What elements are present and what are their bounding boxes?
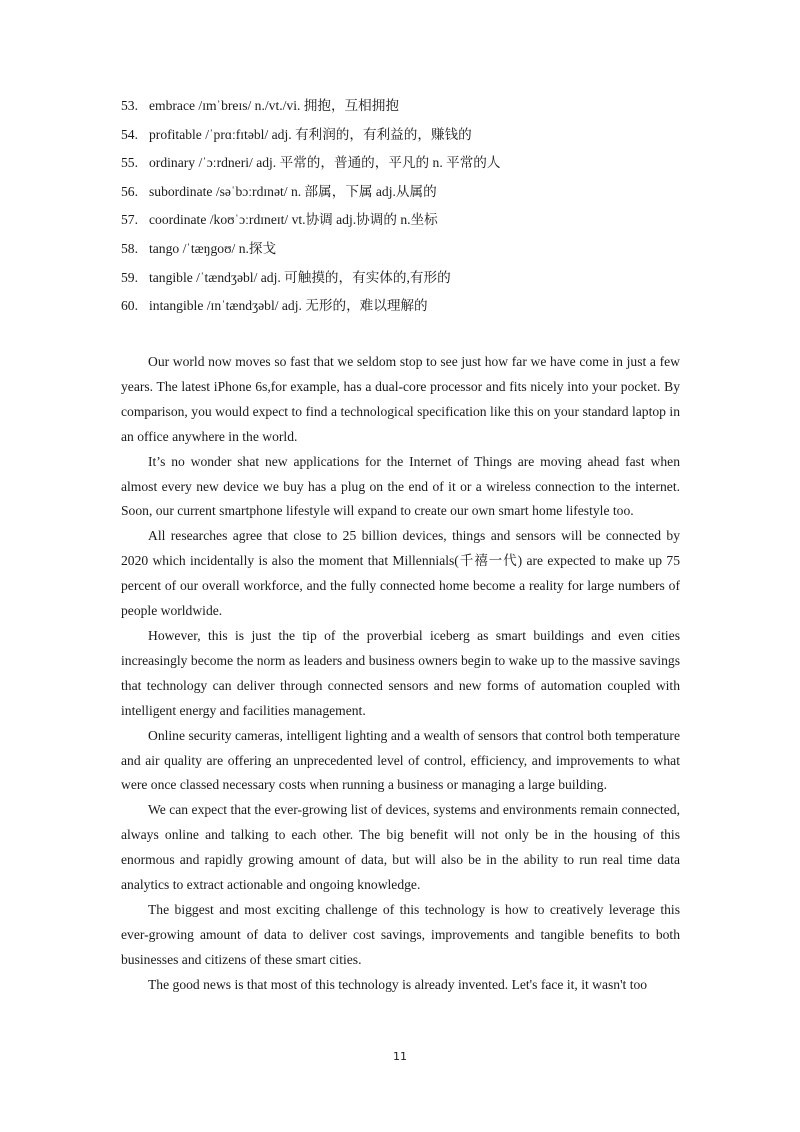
vocab-entry: ordinary /ˈɔːrdneri/ adj. 平常的，普通的，平凡的 n. 平常的人 xyxy=(149,155,501,171)
vocab-number: 58. xyxy=(121,240,138,256)
vocab-number: 60. xyxy=(121,298,138,314)
vocab-item xyxy=(121,296,701,325)
vocab-number: 53. xyxy=(121,98,138,113)
vocab-item xyxy=(121,268,701,297)
paragraph: However, this is just the tip of the proverbial iceberg as smart buildings and even cities increasingly become the norm as leaders and business owners begin to wake up to the massive savings that technology can deliver through connected sensors and new forms of automation coupled with intelligent energy and facilities management. xyxy=(121,627,680,718)
vocab-entry: tangible /ˈtændʒəbl/ adj. 可触摸的，有实体的,有形的 xyxy=(149,269,451,285)
vocab-number: 56. xyxy=(121,183,138,199)
paragraph: It’s no wonder shat new applications for the Internet of Things are moving ahead fast when almost every new device we buy has a plug on the end of it or a wireless connection to the internet. Soon, our current smartphone lifestyle will expand to create our own smart home lifestyle too. xyxy=(121,453,680,519)
vocab-entry: embrace /ɪmˈbreɪs/ n./vt./vi. 拥抱，互相拥抱 xyxy=(149,98,399,113)
vocab-item xyxy=(121,125,701,154)
vocab-entry: intangible /ɪnˈtændʒəbl/ adj. 无形的，难以理解的 xyxy=(149,298,428,314)
vocab-number: 54. xyxy=(121,126,138,142)
paragraph: The biggest and most exciting challenge of this technology is how to creatively leverage this ever-growing amount of data to deliver cost savings, improvements and tangible benefits to both businesses and citizens of these smart cities. xyxy=(121,901,680,967)
vocab-item xyxy=(121,239,701,268)
paragraph: Our world now moves so fast that we seldom stop to see just how far we have come in just a few years. The latest iPhone 6s,for example, has a dual-core processor and fits nicely into your pocket. By comparison, you would expect to find a technological specification like this on your standard laptop in an office anywhere in the world. xyxy=(121,354,680,444)
vocab-number: 59. xyxy=(121,269,138,285)
article-body xyxy=(121,350,680,998)
vocab-item xyxy=(121,182,701,211)
page-number: 11 xyxy=(393,1050,407,1063)
paragraph: We can expect that the ever-growing list of devices, systems and environments remain connected, always online and talking to each other. The big benefit will not only be in the housing of this enormous and rapidly growing amount of data, but will also be in the ability to run real time data analytics to extract actionable and ongoing knowledge. xyxy=(121,802,680,893)
vocab-item xyxy=(121,96,701,125)
vocab-number: 55. xyxy=(121,155,138,171)
vocab-entry: profitable /ˈprɑːfɪtəbl/ adj. 有利润的，有利益的，赚钱的 xyxy=(149,126,472,142)
vocab-item xyxy=(121,210,701,239)
paragraph: All researches agree that close to 25 billion devices, things and sensors will be connected by 2020 which incidentally is also the moment that Millennials(千禧一代) are expected to make up 75 percent of our overall workforce, and the fully connected home become a reality for large numbers of people worldwide. xyxy=(121,528,680,619)
vocabulary-list xyxy=(121,96,701,325)
vocab-number: 57. xyxy=(121,212,138,228)
vocab-entry: subordinate /səˈbɔːrdɪnət/ n. 部属，下属 adj.从属的 xyxy=(149,183,437,199)
paragraph: Online security cameras, intelligent lighting and a wealth of sensors that control both temperature and air quality are offering an unprecedented level of control, efficiency, and improvements to what were once classed necessary costs when running a business or managing a large building. xyxy=(121,727,680,793)
paragraph: The good news is that most of this technology is already invented. Let's face it, it wasn't too xyxy=(148,976,648,992)
vocab-entry: coordinate /koʊˈɔːrdɪneɪt/ vt.协调 adj.协调的 n.坐标 xyxy=(149,212,438,228)
vocab-entry: tango /ˈtæŋgoʊ/ n.探戈 xyxy=(149,240,277,256)
vocab-item xyxy=(121,153,701,182)
